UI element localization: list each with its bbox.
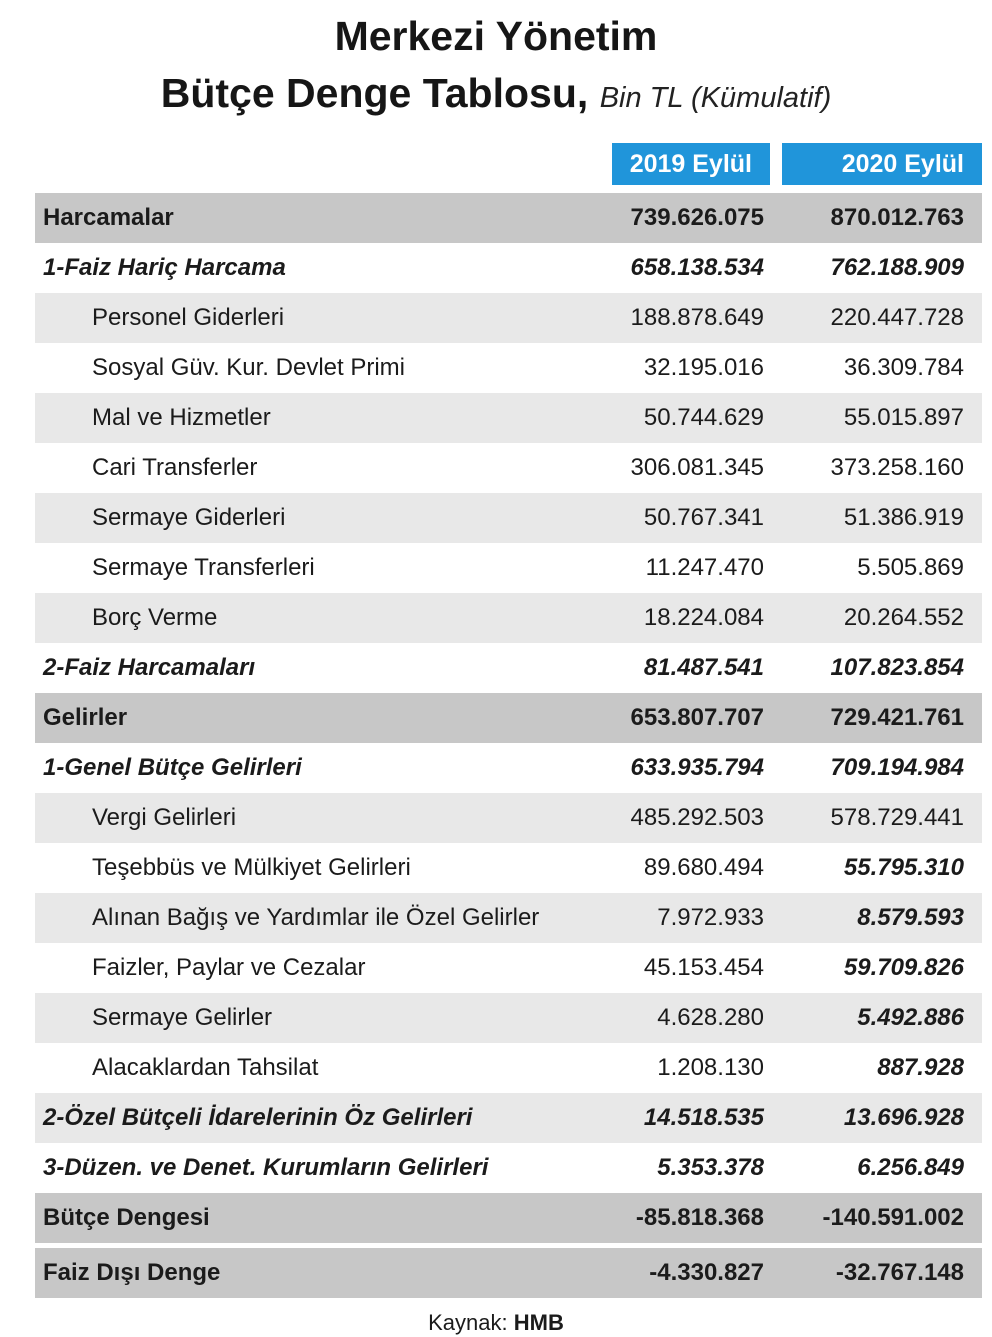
row-label: Faizler, Paylar ve Cezalar xyxy=(92,954,366,981)
source-label: Kaynak: xyxy=(428,1310,508,1335)
value-2020: 13.696.928 xyxy=(843,1104,964,1131)
row-label: Cari Transferler xyxy=(92,454,258,481)
table-row xyxy=(35,1093,982,1143)
value-2020: 36.309.784 xyxy=(843,354,964,381)
table-row xyxy=(35,393,982,443)
row-label: Bütçe Dengesi xyxy=(43,1204,210,1231)
title-line1: Merkezi Yönetim xyxy=(334,13,658,59)
value-2019: 188.878.649 xyxy=(630,304,764,331)
value-2019: 1.208.130 xyxy=(657,1054,764,1081)
row-label: 1-Faiz Hariç Harcama xyxy=(43,254,286,281)
value-2019: 81.487.541 xyxy=(643,654,764,681)
table-row xyxy=(35,693,982,743)
row-label: 3-Düzen. ve Denet. Kurumların Gelirleri xyxy=(43,1154,489,1181)
column-header-2019: 2019 Eylül xyxy=(612,143,770,185)
value-2019: -85.818.368 xyxy=(635,1204,764,1231)
value-2020: 762.188.909 xyxy=(830,254,964,281)
value-2020: 729.421.761 xyxy=(830,704,964,731)
value-2020: -140.591.002 xyxy=(822,1204,964,1231)
value-2020: 107.823.854 xyxy=(830,654,964,681)
table-row xyxy=(35,493,982,543)
table-row xyxy=(35,193,982,243)
header-spacer xyxy=(35,143,612,185)
table-row xyxy=(35,593,982,643)
row-label: Alacaklardan Tahsilat xyxy=(92,1054,319,1081)
row-label: Faiz Dışı Denge xyxy=(43,1259,221,1286)
value-2019: 658.138.534 xyxy=(630,254,764,281)
row-label: Personel Giderleri xyxy=(92,304,285,331)
value-2020: 870.012.763 xyxy=(830,204,964,231)
table-row xyxy=(35,643,982,693)
value-2019: 45.153.454 xyxy=(643,954,764,981)
table-row xyxy=(35,893,982,943)
value-2019: -4.330.827 xyxy=(649,1259,764,1286)
value-2020: 51.386.919 xyxy=(843,504,964,531)
value-2020: 5.505.869 xyxy=(857,554,964,581)
value-2019: 633.935.794 xyxy=(630,754,764,781)
table-row xyxy=(35,293,982,343)
value-2020: 20.264.552 xyxy=(843,604,964,631)
source-note xyxy=(0,1310,992,1336)
title-unit-note: Bin TL (Kümulatif) xyxy=(599,82,832,114)
table-row xyxy=(35,993,982,1043)
table-row xyxy=(35,243,982,293)
value-2020: 887.928 xyxy=(877,1054,964,1081)
value-2020: 55.015.897 xyxy=(843,404,964,431)
table-row xyxy=(35,1143,982,1193)
table-row xyxy=(35,843,982,893)
row-label: Sermaye Gelirler xyxy=(92,1004,273,1031)
row-label: Vergi Gelirleri xyxy=(92,804,237,831)
value-2019: 653.807.707 xyxy=(630,704,764,731)
row-label: Mal ve Hizmetler xyxy=(92,404,271,431)
value-2019: 739.626.075 xyxy=(630,204,764,231)
row-label: Sermaye Transferleri xyxy=(92,554,315,581)
row-label: Borç Verme xyxy=(92,604,218,631)
table-body xyxy=(35,193,982,1298)
row-label: Sermaye Giderleri xyxy=(92,504,286,531)
value-2019: 50.744.629 xyxy=(643,404,764,431)
value-2019: 4.628.280 xyxy=(657,1004,764,1031)
value-2020: 6.256.849 xyxy=(857,1154,964,1181)
table-row xyxy=(35,343,982,393)
value-2019: 50.767.341 xyxy=(643,504,764,531)
row-label: 2-Faiz Harcamaları xyxy=(43,654,256,681)
table-row xyxy=(35,793,982,843)
value-2020: -32.767.148 xyxy=(835,1259,964,1286)
row-label: 2-Özel Bütçeli İdarelerinin Öz Gelirleri xyxy=(43,1104,473,1131)
table-row xyxy=(35,1248,982,1298)
table-header xyxy=(35,143,982,185)
source-value: HMB xyxy=(513,1310,564,1335)
table-row xyxy=(35,443,982,493)
value-2019: 306.081.345 xyxy=(630,454,764,481)
value-2020: 55.795.310 xyxy=(843,854,964,881)
value-2020: 709.194.984 xyxy=(830,754,964,781)
value-2020: 59.709.826 xyxy=(843,954,964,981)
value-2019: 32.195.016 xyxy=(643,354,764,381)
value-2020: 578.729.441 xyxy=(830,804,964,831)
table-row xyxy=(35,943,982,993)
row-label: Alınan Bağış ve Yardımlar ile Özel Gelirler xyxy=(92,904,540,931)
value-2019: 89.680.494 xyxy=(643,854,764,881)
column-header-2020: 2020 Eylül xyxy=(782,143,982,185)
row-label: Harcamalar xyxy=(43,204,174,231)
value-2020: 373.258.160 xyxy=(830,454,964,481)
row-label: Gelirler xyxy=(43,704,128,731)
value-2019: 14.518.535 xyxy=(643,1104,764,1131)
value-2019: 5.353.378 xyxy=(657,1154,764,1181)
row-label: 1-Genel Bütçe Gelirleri xyxy=(43,754,302,781)
value-2019: 7.972.933 xyxy=(657,904,764,931)
value-2020: 5.492.886 xyxy=(857,1004,964,1031)
value-2020: 220.447.728 xyxy=(830,304,964,331)
table-row xyxy=(35,1193,982,1243)
row-label: Teşebbüs ve Mülkiyet Gelirleri xyxy=(92,854,411,881)
table-row xyxy=(35,743,982,793)
title-line2: Bütçe Denge Tablosu, xyxy=(160,70,589,116)
table-row xyxy=(35,543,982,593)
row-label: Sosyal Güv. Kur. Devlet Primi xyxy=(92,354,405,381)
page-title xyxy=(0,0,992,127)
value-2020: 8.579.593 xyxy=(857,904,964,931)
value-2019: 485.292.503 xyxy=(630,804,764,831)
value-2019: 18.224.084 xyxy=(643,604,764,631)
table-row xyxy=(35,1043,982,1093)
value-2019: 11.247.470 xyxy=(645,554,764,581)
budget-table xyxy=(35,143,982,1298)
